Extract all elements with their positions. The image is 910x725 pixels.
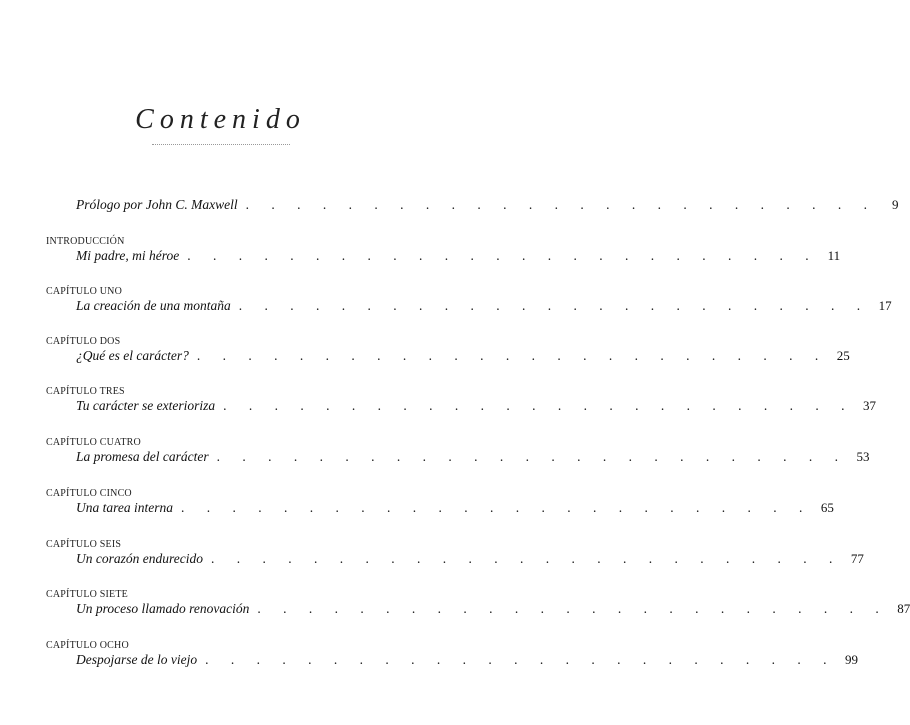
entry-page-number: 9 <box>892 197 899 212</box>
entry-page-number: 77 <box>850 551 864 566</box>
dot-leader: . . . . . . . . . . . . . . . . . . . . . . . . . <box>187 248 819 263</box>
toc-entry[interactable] <box>76 348 850 368</box>
dot-leader: . . . . . . . . . . . . . . . . . . . . . . . . . <box>196 348 828 363</box>
entry-page-number: 25 <box>836 348 850 363</box>
dot-leader: . . . . . . . . . . . . . . . . . . . . . . . . . <box>245 197 877 212</box>
toc-entry[interactable] <box>76 398 876 418</box>
entry-page-number: 53 <box>856 449 870 464</box>
entry-title: Prólogo por John C. Maxwell <box>76 197 238 212</box>
entry-page-number: 87 <box>897 601 910 616</box>
section-label: CAPÍTULO SIETE <box>46 589 128 600</box>
toc-entry[interactable] <box>76 298 892 318</box>
toc-entry[interactable] <box>76 652 858 672</box>
toc-entry-prologue[interactable] <box>76 197 899 217</box>
entry-title: Tu carácter se exterioriza <box>76 398 216 413</box>
dot-leader: . . . . . . . . . . . . . . . . . . . . . . . . . <box>223 398 854 413</box>
dot-leader: . . . . . . . . . . . . . . . . . . . . . . . . . <box>210 551 842 566</box>
toc-entry[interactable] <box>76 551 864 571</box>
dot-leader: . . . . . . . . . . . . . . . . . . . . . . . . . <box>257 601 889 616</box>
section-label: CAPÍTULO SEIS <box>46 539 122 550</box>
entry-title: La creación de una montaña <box>76 298 231 313</box>
entry-title: La promesa del carácter <box>76 449 209 464</box>
entry-title: Un corazón endurecido <box>76 551 203 566</box>
entry-title: Mi padre, mi héroe <box>76 248 180 263</box>
page-title: Contenido <box>135 104 306 135</box>
toc-entry[interactable] <box>76 500 834 520</box>
dot-leader: . . . . . . . . . . . . . . . . . . . . . . . . . <box>216 449 848 464</box>
entry-title: ¿Qué es el carácter? <box>76 348 189 363</box>
toc-entry[interactable] <box>76 601 910 621</box>
section-label: CAPÍTULO CUATRO <box>46 437 141 448</box>
section-label: CAPÍTULO OCHO <box>46 640 129 651</box>
section-label: CAPÍTULO CINCO <box>46 488 132 499</box>
entry-page-number: 99 <box>844 652 858 667</box>
entry-page-number: 11 <box>827 248 841 263</box>
entry-page-number: 65 <box>820 500 834 515</box>
dot-leader: . . . . . . . . . . . . . . . . . . . . . . . . . <box>205 652 836 667</box>
title-underline <box>152 144 290 145</box>
entry-page-number: 37 <box>862 398 876 413</box>
section-label: CAPÍTULO TRES <box>46 386 125 397</box>
section-label: CAPÍTULO DOS <box>46 336 121 347</box>
entry-title: Un proceso llamado renovación <box>76 601 250 616</box>
toc-entry[interactable] <box>76 248 841 268</box>
toc-entry[interactable] <box>76 449 870 469</box>
section-label: INTRODUCCIÓN <box>46 236 125 247</box>
dot-leader: . . . . . . . . . . . . . . . . . . . . . . . . . <box>181 500 812 515</box>
section-label: CAPÍTULO UNO <box>46 286 123 297</box>
entry-title: Despojarse de lo viejo <box>76 652 198 667</box>
dot-leader: . . . . . . . . . . . . . . . . . . . . . . . . . <box>238 298 870 313</box>
entry-title: Una tarea interna <box>76 500 173 515</box>
entry-page-number: 17 <box>878 298 892 313</box>
